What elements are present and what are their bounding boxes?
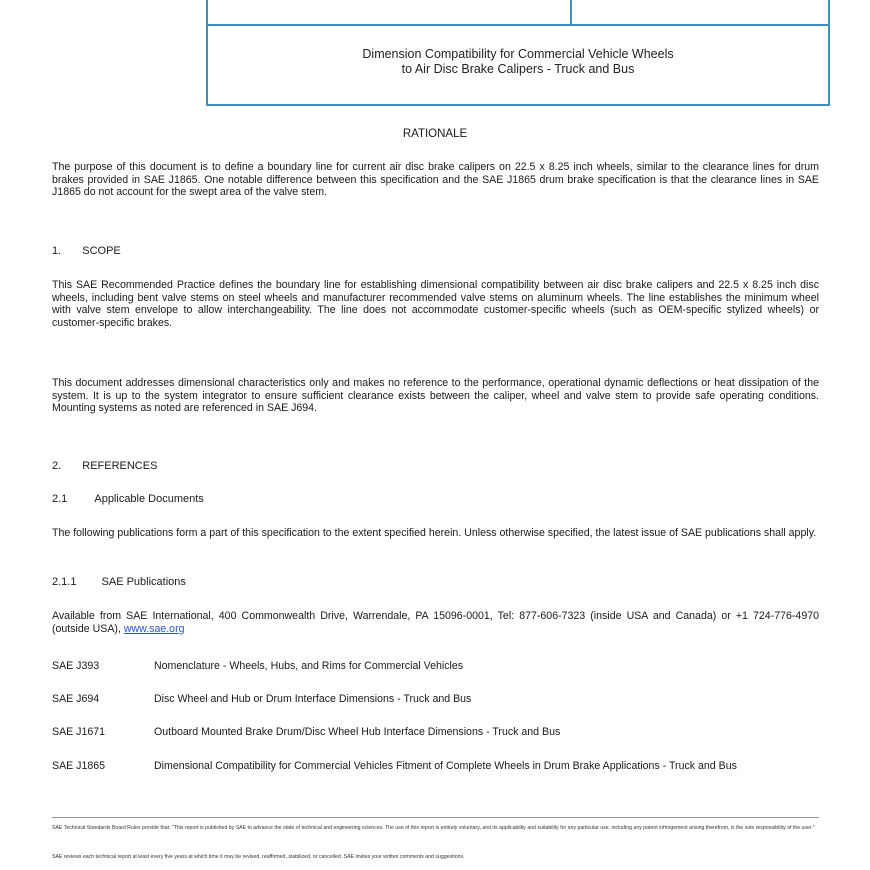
references-number: 2. [52,460,62,472]
availability-text [52,610,819,635]
reference-title: Nomenclature - Wheels, Hubs, and Rims for Commercial Vehicles [154,660,464,672]
applicable-documents-text: The following publications form a part of this specification to the extent specified herein. Unless otherwise specified, the latest issue of SAE publications shall apply. [52,527,817,539]
document-title-line2: to Air Disc Brake Calipers - Truck and Bus [401,62,635,76]
footer-disclaimer: SAE Technical Standards Board Rules provide that: "This report is published by SAE to advance the state of technical and engineering sciences. The use of this report is entirely voluntary, and its applicability and suitability for any particular use, including any patent infringement arising therefrom, is the sole responsibility of the user." [52,825,815,831]
reference-title: Disc Wheel and Hub or Drum Interface Dimensions - Truck and Bus [154,693,472,705]
document-header-box [206,0,830,106]
scope-paragraph-2: This document addresses dimensional characteristics only and makes no reference to the performance, operational dynamic deflections or heat dissipation of the system. It is up to the system integrator to ensure sufficient clearance exists between the caliper, wheel and valve stem to provide safe operating conditions. Mounting systems as noted are referenced in SAE J694. [52,377,819,415]
header-divider [570,0,572,24]
scope-paragraph-1: This SAE Recommended Practice defines the boundary line for establishing dimensional compatibility between air disc brake calipers and 22.5 x 8.25 inch disc wheels, including bent valve stems on steel wheels and manufacturer recommended valve stems on aluminum wheels. The line establishes the minimum wheel with valve stem envelope to allow interchangeability. The line does not accommodate customer-specific wheels (such as OEM-specific stylized wheels) or customer-specific brakes. [52,279,819,329]
footer-divider [52,817,819,818]
references-title: REFERENCES [82,460,158,472]
applicable-documents-title: Applicable Documents [94,493,204,505]
reference-code: SAE J1865 [52,760,106,772]
reference-code: SAE J1671 [52,726,106,738]
scope-title: SCOPE [82,245,121,257]
scope-heading [52,245,121,257]
availability-statement: Available from SAE International, 400 Commonwealth Drive, Warrendale, PA 15096-0001, Tel: 877-606-7323 (inside USA and Canada) or +1 724-776-4970 (outside USA), [52,610,819,635]
rationale-heading: RATIONALE [402,128,468,140]
sae-publications-heading [52,576,186,588]
applicable-documents-number: 2.1 [52,493,68,505]
sae-publications-title: SAE Publications [101,576,186,588]
footer-review-notice: SAE reviews each technical report at least every five years at which time it may be revised, reaffirmed, stabilized, or cancelled. SAE invites your written comments and suggestions. [52,854,465,860]
reference-title: Dimensional Compatibility for Commercial Vehicles Fitment of Complete Wheels in Drum Brake Applications - Truck and Bus [154,760,737,772]
reference-code: SAE J694 [52,693,100,705]
reference-title: Outboard Mounted Brake Drum/Disc Wheel Hub Interface Dimensions - Truck and Bus [154,726,561,738]
applicable-documents-heading [52,493,204,505]
document-title-line1: Dimension Compatibility for Commercial Vehicle Wheels [362,47,674,61]
reference-code: SAE J393 [52,660,100,672]
scope-number: 1. [52,245,62,257]
rationale-text: The purpose of this document is to define a boundary line for current air disc brake calipers on 22.5 x 8.25 inch wheels, similar to the clearance lines for drum brakes provided in SAE J1865. One notable difference between this specification and the SAE J1865 drum brake specification is that the clearance lines in SAE J1865 do not account for the swept area of the valve stem. [52,161,819,199]
document-title [208,47,828,77]
sae-website-link[interactable]: www.sae.org [123,622,185,635]
header-top-row [208,0,828,26]
sae-publications-number: 2.1.1 [52,576,77,588]
references-heading [52,460,157,472]
